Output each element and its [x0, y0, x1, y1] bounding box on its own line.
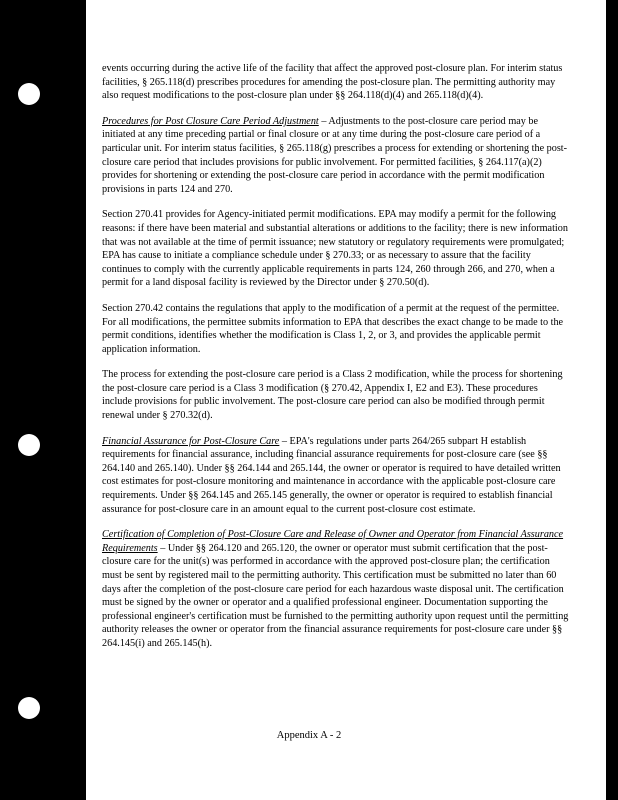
paragraph-text: The process for extending the post-closure care period is a Class 2 modification, while the process for shortening the post-closure care period is a Class 3 modification (§ 270.42, Appendix I, E2 and E3). These procedures include provisions for public involvement. The post-closure care period can also be modified through permit renewal under § 270.32(d). [102, 369, 563, 422]
document-body [102, 62, 570, 663]
page-footer: Appendix A - 2 [276, 730, 342, 741]
paragraph-post-closure-plan [102, 62, 570, 103]
paragraph-text: Section 270.42 contains the regulations that apply to the modification of a permit at the request of the permittee. For all modifications, the permittee submits information to EPA that describes the exact change to be made to the permit conditions, identifies whether the modification is Class 1, 2, or 3, and provides the applicable permit application information. [102, 302, 564, 355]
section-heading: Financial Assurance for Post-Closure Care [102, 435, 280, 447]
paragraph-text: events occurring during the active life of the facility that affect the approved post-closure plan. For interim status facilities, § 265.118(d) prescribes procedures for amending the post-closure plan. The permitting authority may also request modifications to the post-closure plan under §§ 264.118(d)(4) and 265.118(d)(4). [102, 63, 563, 102]
paragraph-text: Section 270.41 provides for Agency-initiated permit modifications. EPA may modify a permit for the following reasons: if there have been material and substantial alterations or additions to the facility; there is new information that was not available at the time of permit issuance; new statutory or regulatory requirements were promulgated; EPA has cause to initiate a compliance schedule under § 270.33; or as necessary to assure that the facility continues to comply with the currently applicable requirements in parts 124, 260 through 266, and 270, when a permit for a land disposal facility is reviewed by the Director under § 270.50(d). [102, 209, 568, 289]
paragraph-financial-assurance [102, 435, 570, 517]
binder-hole-top [18, 83, 40, 105]
paragraph-certification [102, 528, 570, 650]
section-heading: Procedures for Post Closure Care Period Adjustment [102, 115, 319, 127]
paragraph-care-period-adjustment [102, 115, 570, 197]
paragraph-text: – EPA's regulations under parts 264/265 subpart H establish requirements for financial assurance, including financial assurance requirements for post-closure care (see §§ 264.140 and 265.140). Under §§ 264.144 and 265.144, the owner or operator is required to have detailed written cost estimates for post-closure monitoring and maintenance in accordance with the applicable post-closure care requirements. Under §§ 264.145 and 265.145 generally, the owner or operator is required to establish financial assurance for post-closure care in an amount equal to the current post-closure cost estimate. [102, 435, 561, 515]
paragraph-section-270-41 [102, 208, 570, 290]
binder-hole-bottom [18, 697, 40, 719]
paragraph-modification-process [102, 368, 570, 422]
paragraph-text: – Under §§ 264.120 and 265.120, the owner or operator must submit certification that the post-closure care for the unit(s) was performed in accordance with the approved post-closure plan; the certification must be sent by registered mail to the permitting authority. This certification must be submitted no later than 60 days after the completion of the post-closure care period for each hazardous waste disposal unit. The certification must be signed by the owner or operator and a qualified professional engineer. Documentation supporting the professional engineer's certification must be furnished to the permitting authority upon request until the permitting authority releases the owner or operator from the financial assurance requirements for post-closure care under §§ 264.145(i) and 265.145(h). [102, 542, 569, 649]
section-heading: Certification of Completion of Post-Closure Care and Release of Owner and Operator from Financial Assurance Requirements [102, 529, 564, 554]
paragraph-section-270-42 [102, 302, 570, 356]
binder-hole-middle [18, 434, 40, 456]
paragraph-text: – Adjustments to the post-closure care period may be initiated at any time preceding partial or final closure or at any time during the post-closure care period of a particular unit. For interim status facilities, § 265.118(g) prescribes a process for extending or shortening the post-closure care period that includes provisions for public involvement. For permitted facilities, § 264.117(a)(2) provides for shortening or extending the post-closure care period in accordance with the permit modification provisions in parts 124 and 270. [102, 115, 568, 195]
